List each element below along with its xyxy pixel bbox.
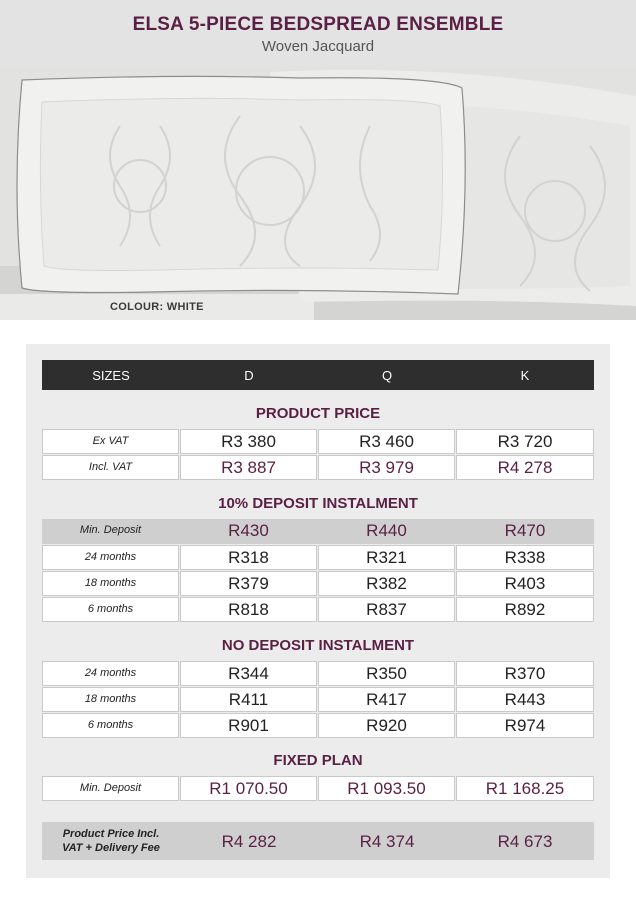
price-cell: R3 887 — [180, 455, 317, 480]
price-cell: R920 — [318, 713, 455, 738]
price-cell: R370 — [456, 661, 594, 686]
row-label: 18 months — [42, 687, 179, 712]
price-cell: R430 — [228, 521, 269, 540]
fixed-plan-title: FIXED PLAN — [273, 752, 363, 769]
deposit-instalment-title: 10% DEPOSIT INSTALMENT — [218, 495, 418, 512]
table-row — [42, 776, 594, 801]
price-cell: R4 278 — [456, 455, 594, 480]
total-row — [42, 822, 594, 860]
price-cell: R901 — [180, 713, 317, 738]
row-label: 24 months — [42, 545, 179, 570]
table-row — [42, 597, 594, 622]
table-row — [42, 519, 594, 544]
price-cell: R837 — [318, 597, 455, 622]
row-label: 24 months — [42, 661, 179, 686]
row-label: Min. Deposit — [79, 524, 142, 536]
row-label: 18 months — [42, 571, 179, 596]
header — [0, 0, 636, 66]
price-cell: R350 — [318, 661, 455, 686]
size-q-header: Q — [381, 368, 393, 383]
row-label: Ex VAT — [42, 429, 179, 454]
no-deposit-instalment-title: NO DEPOSIT INSTALMENT — [221, 637, 415, 654]
table-row — [42, 687, 594, 712]
price-cell: R3 380 — [180, 429, 317, 454]
price-cell: R1 093.50 — [318, 776, 455, 801]
price-cell: R892 — [456, 597, 594, 622]
row-label: Min. Deposit — [42, 776, 179, 801]
price-cell: R344 — [180, 661, 317, 686]
total-price-k: R4 673 — [497, 832, 553, 851]
row-label: 6 months — [42, 597, 179, 622]
colour-label — [0, 294, 314, 320]
price-cell: R321 — [318, 545, 455, 570]
price-cell: R411 — [180, 687, 317, 712]
table-row — [42, 429, 594, 454]
row-label: Incl. VAT — [42, 455, 179, 480]
price-cell: R818 — [180, 597, 317, 622]
table-row — [42, 571, 594, 596]
price-cell: R1 168.25 — [456, 776, 594, 801]
price-cell: R3 720 — [456, 429, 594, 454]
total-price-d: R4 282 — [221, 832, 277, 851]
price-cell: R3 979 — [318, 455, 455, 480]
colour-label-text: COLOUR: WHITE — [110, 301, 204, 313]
price-cell: R382 — [318, 571, 455, 596]
price-cell: R1 070.50 — [180, 776, 317, 801]
table-row — [42, 455, 594, 480]
row-label: 6 months — [42, 713, 179, 738]
total-label-line1: Product Price Incl. — [62, 828, 160, 840]
sizes-header-row — [42, 360, 594, 390]
price-cell: R443 — [456, 687, 594, 712]
product-price-title: PRODUCT PRICE — [255, 405, 381, 422]
price-cell: R440 — [366, 521, 407, 540]
price-cell: R403 — [456, 571, 594, 596]
total-price-q: R4 374 — [359, 832, 415, 851]
price-cell: R338 — [456, 545, 594, 570]
price-cell: R470 — [504, 521, 546, 540]
price-cell: R3 460 — [318, 429, 455, 454]
size-d-header: D — [244, 368, 254, 383]
total-label — [42, 827, 180, 855]
total-label-line2: VAT + Delivery Fee — [62, 842, 160, 854]
sizes-header-label: SIZES — [92, 368, 130, 383]
table-row — [42, 661, 594, 686]
page-title: ELSA 5-PIECE BEDSPREAD ENSEMBLE — [132, 14, 504, 35]
price-cell: R974 — [456, 713, 594, 738]
page-subtitle: Woven Jacquard — [261, 38, 375, 55]
price-cell: R379 — [180, 571, 317, 596]
table-row — [42, 713, 594, 738]
size-k-header: K — [520, 368, 530, 383]
price-cell: R318 — [180, 545, 317, 570]
price-cell: R417 — [318, 687, 455, 712]
table-row — [42, 545, 594, 570]
product-photo — [0, 66, 636, 320]
